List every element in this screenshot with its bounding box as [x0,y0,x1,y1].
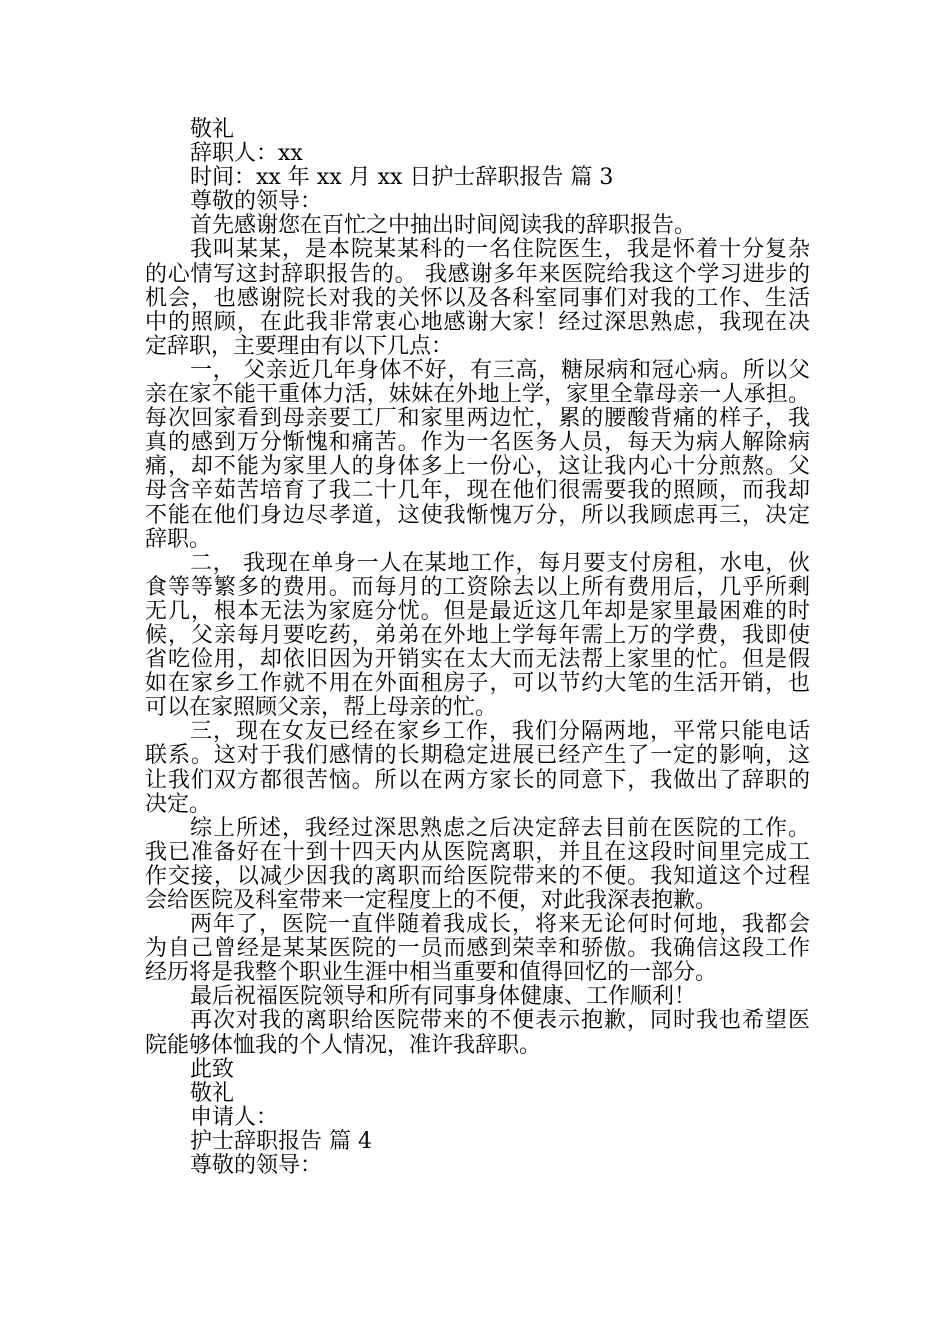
text-line: 辞职。 [145,526,212,552]
text-line: 二， 我现在单身一人在某地工作，每月要支付房租，水电，伙 [190,550,810,576]
text-line: 母含辛茹苦培育了我二十几年，现在他们很需要我的照顾，而我却 [145,478,810,504]
text-line: 三，现在女友已经在家乡工作，我们分隔两地，平常只能电话 [190,719,810,745]
text-line: 定辞职，主要理由有以下几点： [145,333,454,359]
text-line: 时间：xx 年 xx 月 xx 日护士辞职报告 篇 3 [190,165,614,191]
text-line: 敬礼 [190,117,235,142]
text-line: 可以在家照顾父亲，帮上母亲的忙。 [145,695,498,721]
text-line: 亲在家不能干重体力活，妹妹在外地上学，家里全靠母亲一人承担。 [145,382,810,408]
text-line: 决定。 [145,791,212,817]
text-line: 敬礼 [190,1080,235,1106]
text-line: 尊敬的领导： [190,189,323,215]
text-line: 两年了，医院一直伴随着我成长，将来无论何时何地，我都会 [190,912,810,938]
text-line: 院能够体恤我的个人情况，准许我辞职。 [145,1032,542,1058]
text-line: 综上所述，我经过深思熟虑之后决定辞去目前在医院的工作。 [190,815,810,841]
text-line: 作交接，以减少因我的离职而给医院带来的不便。我知道这个过程 [145,863,810,889]
text-line: 省吃俭用，却依旧因为开销实在太大而无法帮上家里的忙。但是假 [145,647,810,673]
text-line: 最后祝福医院领导和所有同事身体健康、工作顺利！ [190,984,697,1010]
text-line: 的心情写这封辞职报告的。 我感谢多年来医院给我这个学习进步的 [145,261,810,287]
text-line: 首先感谢您在百忙之中抽出时间阅读我的辞职报告。 [190,213,697,239]
text-line: 痛，却不能为家里人的身体多上一份心，这让我内心十分煎熬。父 [145,454,810,480]
text-line: 食等等繁多的费用。而每月的工资除去以上所有费用后，几乎所剩 [145,574,810,600]
text-line: 申请人： [190,1104,279,1130]
text-line: 真的感到万分惭愧和痛苦。作为一名医务人员，每天为病人解除病 [145,430,810,456]
text-line: 每次回家看到母亲要工厂和家里两边忙，累的腰酸背痛的样子，我 [145,406,810,432]
text-line: 尊敬的领导： [190,1153,323,1179]
text-line: 候，父亲每月要吃药，弟弟在外地上学每年需上万的学费，我即使 [145,622,810,648]
text-line: 一， 父亲近几年身体不好，有三高，糖尿病和冠心病。所以父 [190,357,810,383]
text-line: 我叫某某，是本院某某科的一名住院医生，我是怀着十分复杂 [190,237,810,263]
text-line: 让我们双方都很苦恼。所以在两方家长的同意下，我做出了辞职的 [145,767,810,793]
text-line: 会给医院及科室带来一定程度上的不便，对此我深表抱歉。 [145,888,718,913]
text-line: 护士辞职报告 篇 4 [190,1128,372,1154]
text-line: 再次对我的离职给医院带来的不便表示抱歉，同时我也希望医 [190,1008,810,1034]
text-line: 无几，根本无法为家庭分忧。但是最近这几年却是家里最困难的时 [145,598,810,624]
text-line: 联系。这对于我们感情的长期稳定进展已经产生了一定的影响，这 [145,743,810,769]
text-line: 不能在他们身边尽孝道，这使我惭愧万分，所以我顾虑再三，决定 [145,502,810,528]
text-line: 如在家乡工作就不用在外面租房子，可以节约大笔的生活开销，也 [145,671,810,697]
text-line: 机会，也感谢院长对我的关怀以及各科室同事们对我的工作、生活 [145,285,810,311]
text-line: 我已准备好在十到十四天内从医院离职，并且在这段时间里完成工 [145,839,810,865]
text-line: 中的照顾，在此我非常衷心地感谢大家！经过深思熟虑，我现在决 [145,309,810,335]
text-line: 辞职人：xx [190,141,303,167]
text-line: 为自己曾经是某某医院的一员而感到荣幸和骄傲。我确信这段工作 [145,936,810,962]
text-line: 经历将是我整个职业生涯中相当重要和值得回忆的一部分。 [145,960,718,986]
text-line: 此致 [190,1056,235,1082]
document-body [145,118,810,1178]
